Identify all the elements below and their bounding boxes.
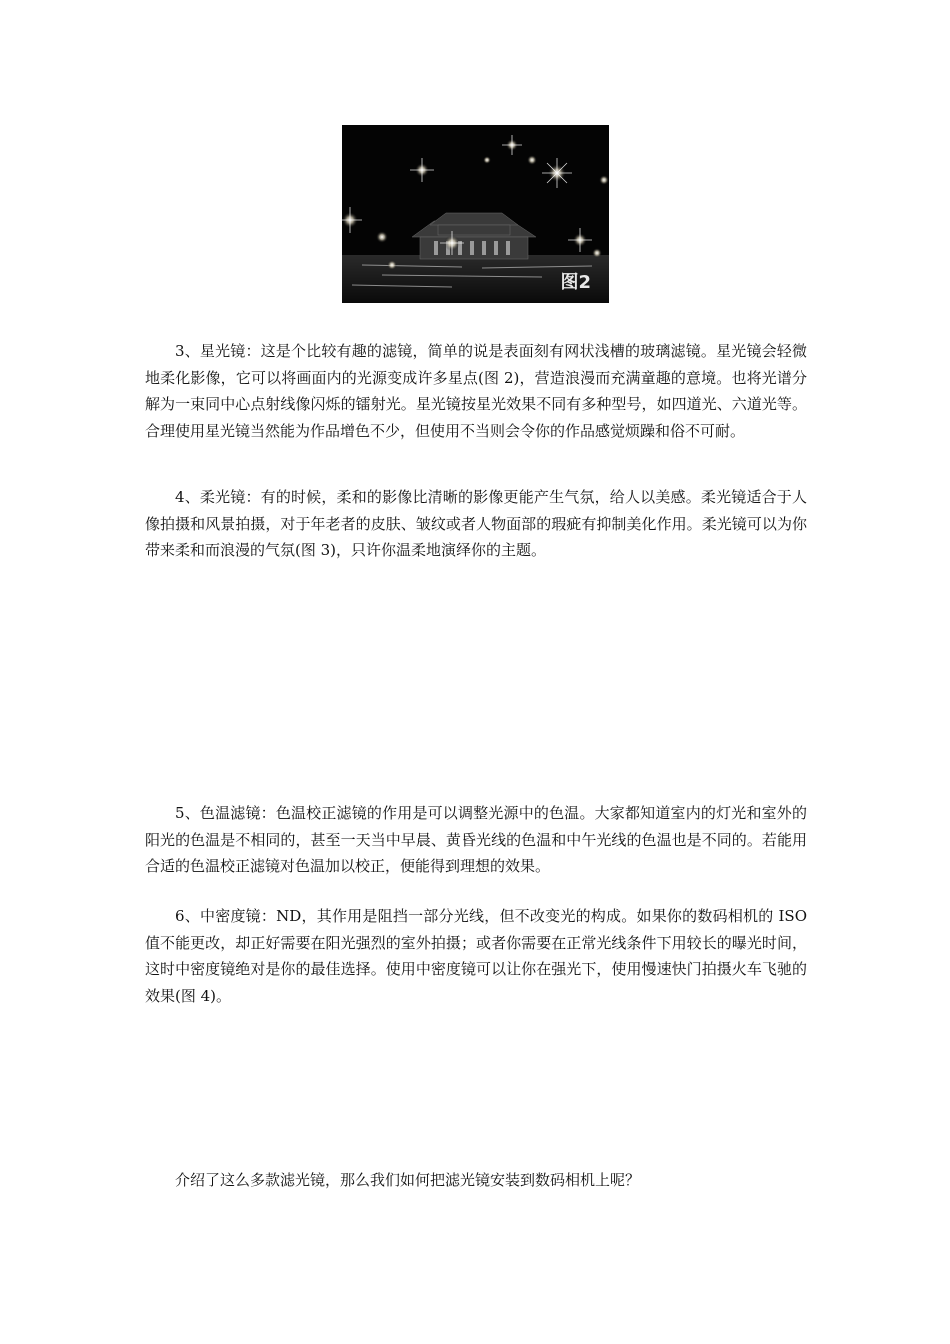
paragraph-nd-filter: 6、中密度镜：ND，其作用是阻挡一部分光线，但不改变光的构成。如果你的数码相机的 ISO 值不能更改，却正好需要在阳光强烈的室外拍摄；或者你需要在正常光线条件下用较长的曝光时间，这时中密度镜绝对是你的最佳选择。使用中密度镜可以让你在强光下，使用慢速快门拍摄火车飞驰的效果(图 4)。 <box>145 907 807 1005</box>
figure-label: 图2 <box>560 272 591 293</box>
paragraph-soft-filter: 4、柔光镜：有的时候，柔和的影像比清晰的影像更能产生气氛，给人以美感。柔光镜适合于人像拍摄和风景拍摄，对于年老者的皮肤、皱纹或者人物面部的瑕疵有抑制美化作用。柔光镜可以为你带来柔和而浪漫的气氛(图 3)，只许你温柔地演绎你的主题。 <box>145 488 807 559</box>
paragraph-star-filter: 3、星光镜：这是个比较有趣的滤镜，简单的说是表面刻有网状浅槽的玻璃滤镜。星光镜会轻微地柔化影像，它可以将画面内的光源变成许多星点(图 2)，营造浪漫而充满童趣的意境。也将光谱分解为一束同中心点射线像闪烁的镭射光。星光镜按星光效果不同有多种型号，如四道光、六道光等。合理使用星光镜当然能为作品增色不少，但使用不当则会令你的作品感觉烦躁和俗不可耐。 <box>145 342 807 440</box>
figure-2-star-filter-photo <box>342 125 609 303</box>
paragraph-closing-question: 介绍了这么多款滤光镜，那么我们如何把滤光镜安装到数码相机上呢？ <box>175 1171 641 1189</box>
paragraph-color-temperature-filter: 5、色温滤镜：色温校正滤镜的作用是可以调整光源中的色温。大家都知道室内的灯光和室外的阳光的色温是不相同的，甚至一天当中早晨、黄昏光线的色温和中午光线的色温也是不同的。若能用合适的色温校正滤镜对色温加以校正，便能得到理想的效果。 <box>145 804 807 875</box>
